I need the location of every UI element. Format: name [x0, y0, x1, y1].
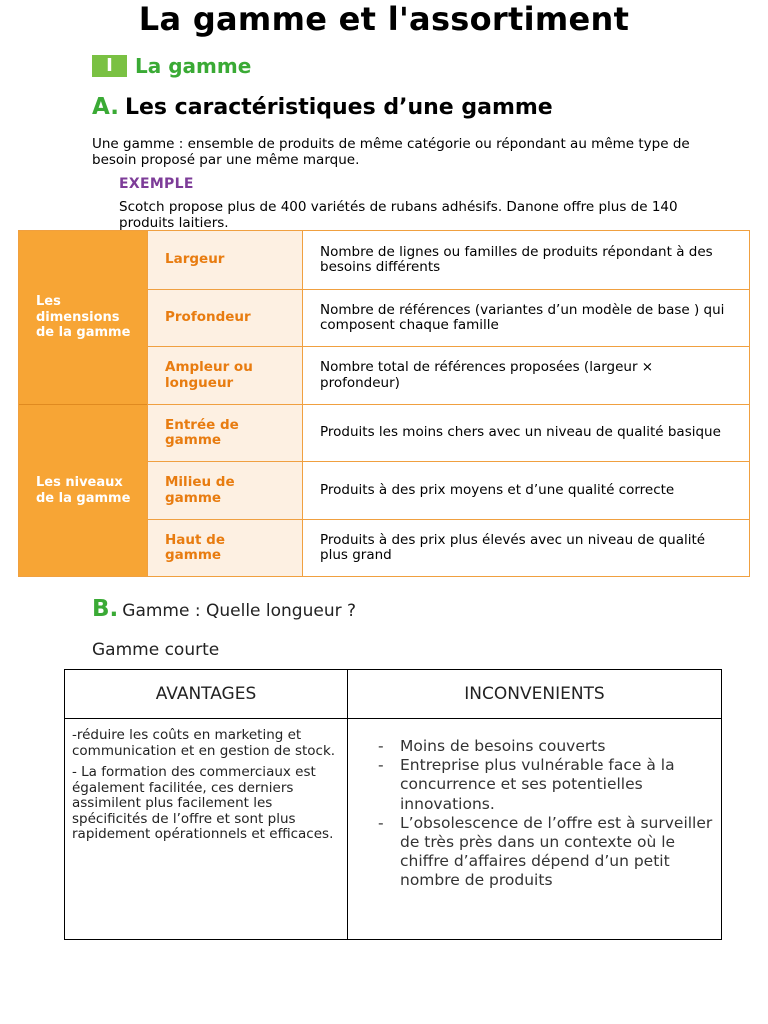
row-label-entree — [147, 405, 302, 462]
row-desc-largeur: Nombre de lignes ou familles de produits répondant à des besoins différents — [302, 231, 749, 290]
list-item — [378, 814, 713, 891]
row-label-largeur — [147, 231, 302, 290]
example-text: Scotch propose plus de 400 variétés de rubans adhésifs. Danone offre plus de 140 produits laitiers. — [119, 199, 678, 231]
disadvantages-list — [378, 737, 713, 891]
group-levels — [19, 405, 147, 576]
subsection-a-title: Les caractéristiques d’une gamme — [124, 95, 553, 120]
page-title: La gamme et l'assortiment — [138, 0, 630, 38]
definition-text: Une gamme : ensemble de produits de même catégorie ou répondant au même type de besoin proposé par une même marque. — [92, 136, 690, 168]
example-label: EXEMPLE — [119, 176, 194, 192]
section-title: La gamme — [135, 54, 252, 78]
section-number-badge: I — [92, 55, 127, 77]
row-label-profondeur — [147, 290, 302, 347]
row-label-ampleur — [147, 347, 302, 405]
subsection-b-heading — [92, 595, 356, 625]
row-label-text: Milieu de gamme — [165, 474, 235, 506]
row-label-text: Largeur — [165, 251, 225, 268]
row-label-haut — [147, 520, 302, 576]
row-desc-profondeur: Nombre de références (variantes d’un modèle de base ) qui composent chaque famille — [302, 290, 749, 347]
advantage-item: -réduire les coûts en marketing et communication et en gestion de stock. — [72, 727, 336, 759]
row-desc-ampleur: Nombre total de références proposées (largeur × profondeur) — [302, 347, 749, 405]
characteristics-table — [18, 230, 750, 577]
row-label-text: Entrée de gamme — [165, 416, 239, 448]
disadvantages-header: INCONVENIENTS — [348, 670, 721, 719]
list-item — [378, 756, 713, 814]
disadvantage-text: Moins de besoins couverts — [400, 737, 606, 755]
list-item — [378, 737, 713, 756]
group-label: Les niveaux de la gamme — [36, 475, 131, 506]
row-desc-entree: Produits les moins chers avec un niveau de qualité basique — [302, 405, 749, 462]
disadvantage-text: Entreprise plus vulnérable face à la concurrence et ses potentielles innovations. — [400, 756, 675, 813]
row-label-milieu — [147, 462, 302, 520]
subsection-a-heading — [92, 92, 553, 124]
row-desc-haut: Produits à des prix plus élevés avec un niveau de qualité plus grand — [302, 520, 749, 576]
short-range-table — [64, 669, 722, 940]
short-range-title: Gamme courte — [92, 640, 220, 660]
dash-bullet: - — [378, 756, 384, 775]
group-dimensions — [19, 231, 147, 405]
dash-bullet: - — [378, 737, 384, 755]
group-label: Les dimensions de la gamme — [36, 294, 131, 341]
row-label-text: Haut de gamme — [165, 531, 225, 563]
row-label-text: Ampleur ou longueur — [165, 359, 253, 391]
subsection-a-letter: A. — [92, 94, 119, 120]
disadvantage-text: L’obsolescence de l’offre est à surveiller de très près dans un contexte où le chiffre d’affaires dépend d’un petit nombre de produits — [400, 813, 713, 890]
advantages-cell — [65, 719, 348, 939]
row-label-text: Profondeur — [165, 309, 251, 326]
dash-bullet: - — [378, 813, 384, 832]
subsection-b-title: Gamme : Quelle longueur ? — [122, 601, 357, 621]
advantages-header: AVANTAGES — [65, 670, 348, 719]
disadvantages-cell — [348, 719, 721, 939]
advantage-item: - La formation des commerciaux est également facilitée, ces derniers assimilent plus facilement les spécificités de l’offre et sont plus rapidement opérationnels et efficaces. — [72, 764, 334, 842]
subsection-b-letter: B. — [92, 596, 119, 622]
row-desc-milieu: Produits à des prix moyens et d’une qualité correcte — [302, 462, 749, 520]
